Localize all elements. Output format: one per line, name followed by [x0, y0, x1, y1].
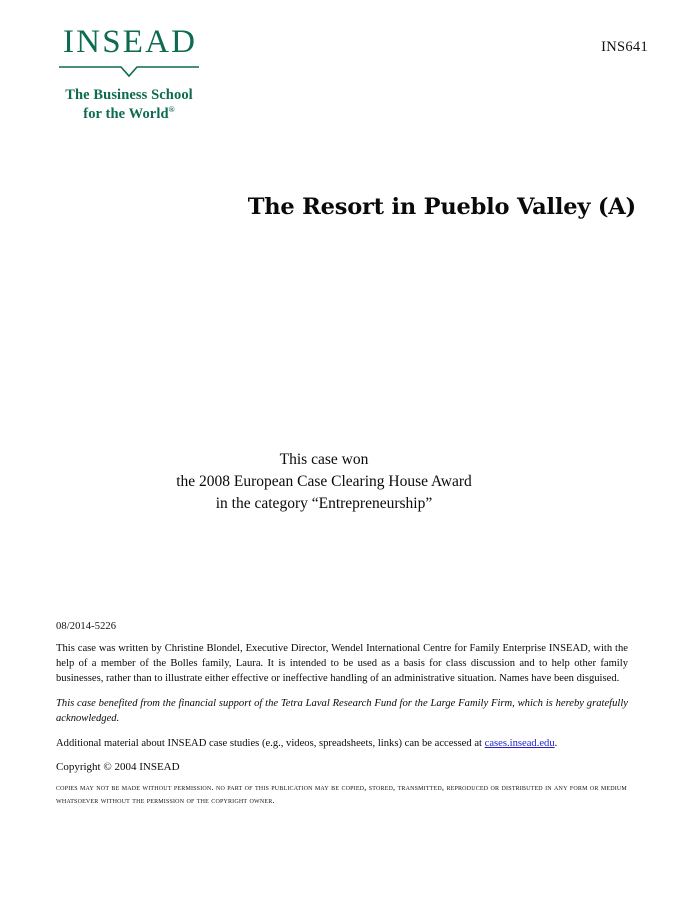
award-statement — [0, 449, 700, 515]
page-header — [0, 26, 700, 126]
page-title: The Resort in Pueblo Valley (A) — [247, 194, 636, 221]
award-line-2: the 2008 European Case Clearing House Award — [176, 473, 472, 490]
additional-material-note — [56, 736, 628, 751]
insead-tagline — [54, 86, 204, 124]
additional-material-suffix: . — [554, 738, 558, 750]
document-number: INS641 — [601, 39, 648, 55]
award-line-3: in the category “Entrepreneurship” — [215, 495, 433, 512]
award-line-1: This case won — [279, 451, 369, 468]
legal-restrictions-notice: copies may not be made without permission. no part of this publication may be copied, stored, transmitted, reproduced or distributed in any form or medium whatsoever without the permission of the copyright owner. — [56, 783, 627, 805]
case-reference-number: 08/2014-5226 — [56, 621, 117, 632]
insead-logo — [54, 26, 204, 124]
page-footer — [56, 621, 628, 807]
tagline-line-2-text: for the World — [83, 105, 169, 122]
cases-insead-edu-link[interactable]: cases.insead.edu — [484, 738, 555, 750]
registered-trademark-icon: ® — [168, 105, 175, 115]
funding-acknowledgement: This case benefited from the financial support of the Tetra Laval Research Fund for the Large Family Firm, which is hereby gratefully acknowledged. — [56, 698, 628, 725]
authorship-note: This case was written by Christine Blondel, Executive Director, Wendel International Centre for Family Enterprise INSEAD, with the help of a member of the Bolles family, Laura. It is intended to be used as a basis for class discussion and to help other family businesses, rather than to illustrate either effective or ineffective handling of an administrative situation. Names have been disguised. — [56, 643, 628, 685]
tagline-line-2 — [54, 105, 204, 124]
insead-wordmark: INSEAD — [62, 24, 198, 60]
copyright-notice: Copyright © 2004 INSEAD — [56, 761, 180, 774]
tagline-line-1: The Business School — [65, 87, 193, 103]
logo-rule-with-notch-icon — [59, 65, 199, 79]
additional-material-prefix: Additional material about INSEAD case studies (e.g., videos, spreadsheets, links) can be accessed at — [56, 738, 485, 750]
